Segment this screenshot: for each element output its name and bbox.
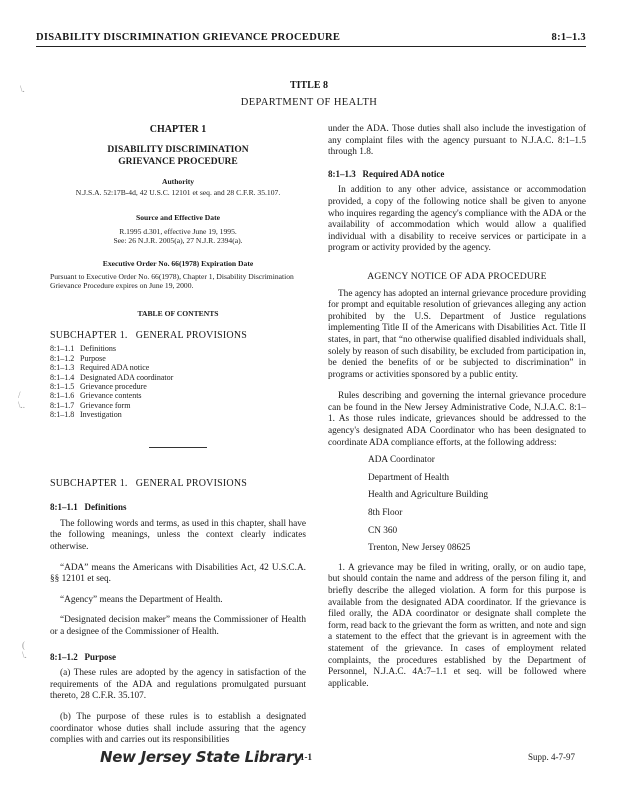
address-line: CN 360 xyxy=(368,525,398,536)
section-1-3-heading: 8:1–1.3 Required ADA notice xyxy=(328,168,445,179)
chapter-heading: CHAPTER 1 xyxy=(149,124,207,135)
right-column xyxy=(328,124,586,690)
title-number: TITLE 8 xyxy=(289,80,329,91)
section-1-2-heading: 8:1–1.2 Purpose xyxy=(50,651,116,662)
definitions-intro: The following words and terms, as used in this chapter, shall have the following meanings, unless the context clearly indicates otherwise. xyxy=(50,518,306,553)
department-title: DEPARTMENT OF HEALTH xyxy=(240,97,378,108)
source-label: Source and Effective Date xyxy=(135,213,220,223)
header-title: DISABILITY DISCRIMINATION GRIEVANCE PROCEDURE xyxy=(36,32,341,43)
toc-item[interactable]: 8:1–1.5 Grievance procedure xyxy=(50,382,147,392)
source-line-1: R.1995 d.301, effective June 19, 1995. xyxy=(119,226,237,236)
exec-order-label: Executive Order No. 66(1978) Expiration Date xyxy=(102,259,254,269)
toc-item[interactable]: 8:1–1.4 Designated ADA coordinator xyxy=(50,372,174,382)
notice-paragraph-1: The agency has adopted an internal grievance procedure providing for prompt and equitable resolution of grievances alleging any action prohibited by the U.S. Department of Justice regulations implementing Title II of the Americans with Disabilities Act. Title II states, in part, that “no otherwise qualified disabled individuals shall, solely by reason of such disability, be excluded from participation in, be denied the benefits of or be subjected to discrimination” in programs or activities sponsored by a public entity. xyxy=(328,288,586,380)
scan-mark: \. xyxy=(20,84,25,94)
notice-heading: AGENCY NOTICE OF ADA PROCEDURE xyxy=(367,270,547,282)
chapter-name-2: GRIEVANCE PROCEDURE xyxy=(118,157,238,167)
toc-item[interactable]: 8:1–1.7 Grievance form xyxy=(50,400,131,410)
authority-text: N.J.S.A. 52:17B-4d, 42 U.S.C. 12101 et seq. and 28 C.F.R. 35.107. xyxy=(75,188,281,198)
exec-order-text: Pursuant to Executive Order No. 66(1978), Chapter 1, Disability Discrimination Grievance Procedure expires on June 19, 2000. xyxy=(50,272,294,291)
body-subchapter: SUBCHAPTER 1. GENERAL PROVISIONS xyxy=(50,477,248,489)
source-line-2: See: 26 N.J.R. 2005(a), 27 N.J.R. 2394(a). xyxy=(113,235,243,245)
notice-paragraph-3: 1. A grievance may be filed in writing, orally, or on audio tape, but should contain the name and address of the person filing it, and briefly describe the alleged violation. A form for this purpose is available from the designated ADA coordinator. If the grievance is filed orally, the ADA coordinator or designate shall complete the form, read back to the grievant the form as written, and note and sign a statement to the effect that the grievant is in agreement with the statement of the grievance. In cases of employment related complaints, the procedures established by the Department of Personnel, N.J.A.C. 4A:7–1.1 et seq. will be followed where applicable. xyxy=(328,562,586,689)
left-column xyxy=(50,124,306,747)
toc-item[interactable]: 8:1–1.3 Required ADA notice xyxy=(50,363,150,373)
toc-item[interactable]: 8:1–1.8 Investigation xyxy=(50,410,122,420)
toc-item[interactable]: 8:1–1.6 Grievance contents xyxy=(50,391,142,401)
definition-ada: “ADA” means the Americans with Disabilities Act, 42 U.S.C.A. §§ 12101 et seq. xyxy=(50,562,306,585)
scan-mark: / \.. xyxy=(18,390,26,410)
header-section: 8:1–1.3 xyxy=(551,32,586,43)
notice-paragraph-2: Rules describing and governing the internal grievance procedure can be found in the New Jersey Administrative Code, N.J.A.C. 8:1–1. As those rules indicate, grievances should be addressed to the agency's designated ADA Coordinator who has been designated to coordinate ADA compliance efforts, at the following address: xyxy=(328,391,586,448)
supplement-date: Supp. 4-7-97 xyxy=(528,752,575,762)
running-header xyxy=(36,30,586,47)
address-line: 8th Floor xyxy=(368,508,403,519)
page-number: 1-1 xyxy=(300,752,312,762)
address-line: Trenton, New Jersey 08625 xyxy=(368,543,471,554)
address-line: ADA Coordinator xyxy=(368,455,435,466)
section-1-1-heading: 8:1–1.1 Definitions xyxy=(50,502,127,513)
chapter-name-1: DISABILITY DISCRIMINATION xyxy=(107,145,249,155)
authority-label: Authority xyxy=(161,177,195,186)
library-logo: New Jersey State Library xyxy=(100,748,303,766)
duties-continued: under the ADA. Those duties shall also include the investigation of any complaint files with the agency pursuant to N.J.A.C. 8:1–1.5 through 1.8. xyxy=(328,124,586,158)
toc-list xyxy=(50,344,306,419)
notice-requirement: In addition to any other advice, assistance or accommodation provided, a copy of the following notice shall be given to anyone who inquires regarding the agency's compliance with the ADA or the availability of accommodation which would allow a qualified individual with a disability to receive services or participate in a program or activity provided by the agency. xyxy=(328,185,586,254)
definition-decision-maker: “Designated decision maker” means the Commissioner of Health or a designee of the Commissioner of Health. xyxy=(50,615,306,638)
section-divider xyxy=(149,447,207,448)
address-line: Health and Agriculture Building xyxy=(368,490,489,501)
toc-item[interactable]: 8:1–1.1 Definitions xyxy=(50,344,116,354)
toc-heading: TABLE OF CONTENTS xyxy=(137,308,219,318)
coordinator-address xyxy=(328,452,586,558)
purpose-b: (b) The purpose of these rules is to establish a designated coordinator whose duties shall include assuring that the agency complies with and carries out its responsibilities xyxy=(50,711,306,746)
address-line: Department of Health xyxy=(368,472,450,483)
scan-mark: ( \. xyxy=(22,640,27,660)
definition-agency: “Agency” means the Department of Health. xyxy=(60,594,223,605)
toc-item[interactable]: 8:1–1.2 Purpose xyxy=(50,353,106,363)
purpose-a: (a) These rules are adopted by the agency in satisfaction of the requirements of the ADA and regulations promulgated pursuant thereto, 28 C.F.R. 35.107. xyxy=(50,668,306,702)
toc-subchapter: SUBCHAPTER 1. GENERAL PROVISIONS xyxy=(50,329,248,341)
